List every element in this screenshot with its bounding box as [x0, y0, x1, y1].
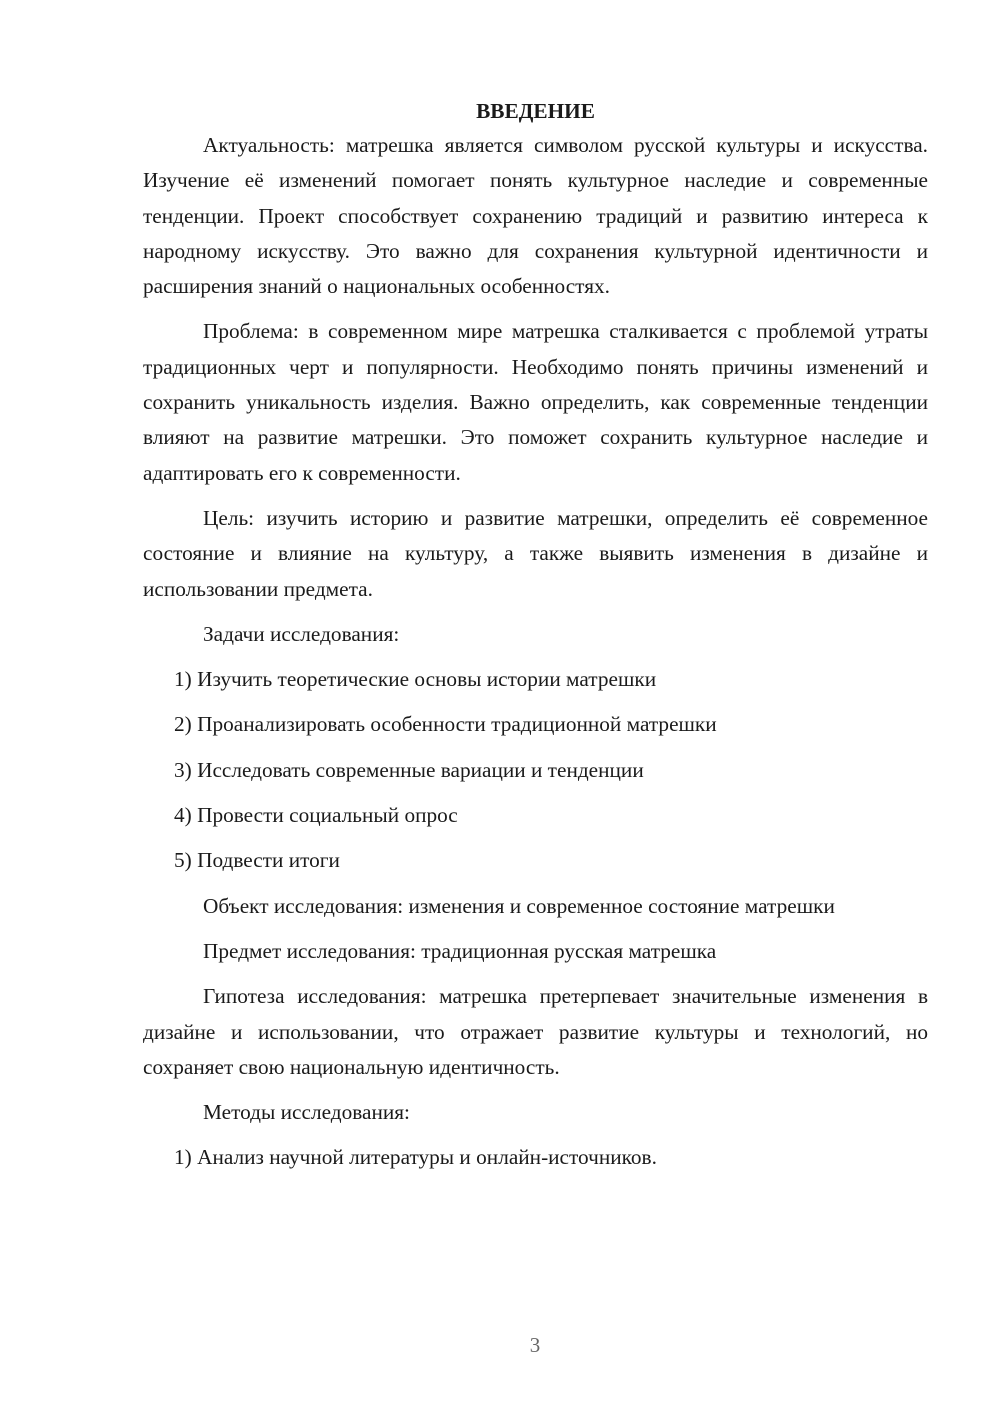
list-item: 5) Подвести итоги [174, 848, 340, 873]
list-item: 2) Проанализировать особенности традиционной матрешки [174, 712, 717, 737]
list-item: 4) Провести социальный опрос [174, 803, 458, 828]
methods-heading: Методы исследования: [203, 1100, 410, 1125]
page-content [143, 96, 928, 1176]
page-number: 3 [529, 1333, 541, 1357]
hypothesis-paragraph: Гипотеза исследования: матрешка претерпевает значительные изменения в дизайне и использовании, что отражает развитие культуры и технологий, но сохраняет свою национальную идентичность. [143, 984, 928, 1079]
problem-paragraph: Проблема: в современном мире матрешка сталкивается с проблемой утраты традиционных черт и популярности. Необходимо понять причины изменений и сохранить уникальность изделия. Важно определить, как современные тенденции влияют на развитие матрешки. Это поможет сохранить культурное наследие и адаптировать его к современности. [143, 319, 928, 485]
page-title: ВВЕДЕНИЕ [476, 99, 595, 123]
relevance-paragraph: Актуальность: матрешка является символом русской культуры и искусства. Изучение её изменений помогает понять культурное наследие и современные тенденции. Проект способствует сохранению традиций и развитию интереса к народному искусству. Это важно для сохранения культурной идентичности и расширения знаний о национальных особенностях. [143, 133, 928, 299]
object-paragraph: Объект исследования: изменения и современное состояние матрешки [203, 893, 835, 918]
tasks-list [143, 662, 928, 878]
list-item: 1) Изучить теоретические основы истории матрешки [174, 667, 657, 692]
goal-paragraph: Цель: изучить историю и развитие матрешки, определить её современное состояние и влияние на культуру, а также выявить изменения в дизайне и использовании предмета. [143, 505, 928, 601]
list-item: 1) Анализ научной литературы и онлайн-источников. [174, 1145, 657, 1170]
list-item: 3) Исследовать современные вариации и тенденции [174, 757, 644, 782]
subject-paragraph: Предмет исследования: традиционная русская матрешка [203, 938, 717, 963]
methods-list [143, 1140, 928, 1175]
tasks-heading: Задачи исследования: [203, 621, 400, 646]
